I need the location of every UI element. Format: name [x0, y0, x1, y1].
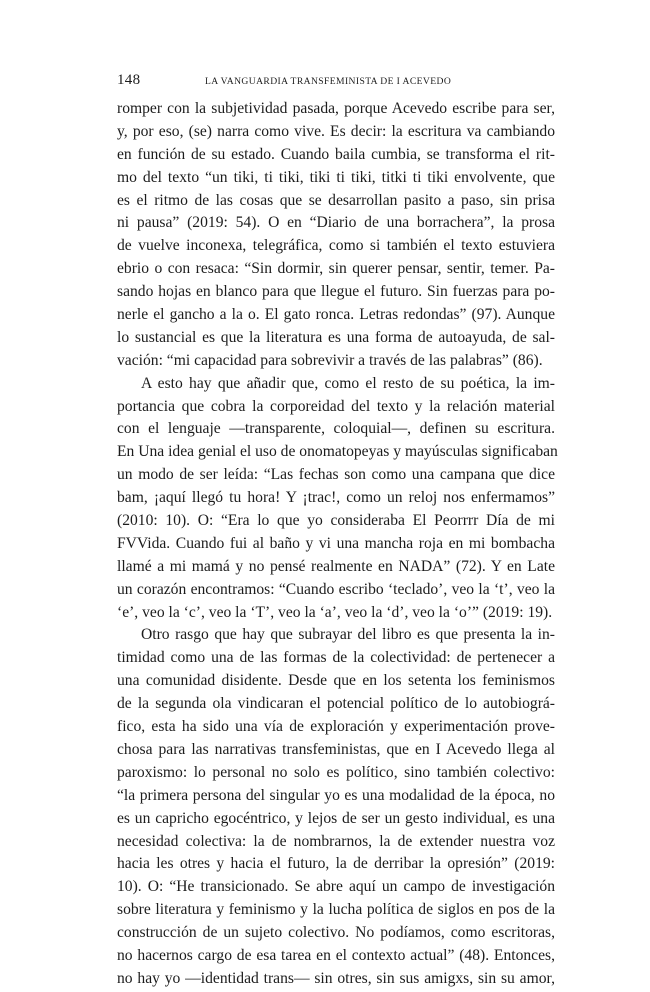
book-page — [117, 70, 558, 991]
text-line: chosa para las narrativas transfeministas, que en I Acevedo llega al — [117, 740, 555, 758]
text-line: A esto hay que añadir que, como el resto de su poética, la im- — [141, 374, 555, 392]
text-line: no hacernos cargo de esa tarea en el contexto actual” (48). Entonces, — [117, 946, 555, 964]
text-line: hacia les otres y hacia el futuro, la de derribar la opresión” (2019: — [117, 855, 555, 873]
text-line: Otro rasgo que hay que subrayar del libro es que presenta la in- — [141, 626, 555, 644]
text-line: “la primera persona del singular yo es una modalidad de la época, no — [117, 786, 555, 804]
text-line: (2010: 10). O: “Era lo que yo consideraba El Peorrrr Día de mi — [117, 512, 555, 530]
text-line: portancia que cobra la corporeidad del texto y la relación material — [117, 397, 555, 415]
text-line: con el lenguaje —transparente, coloquial—, definen su escritura. — [117, 420, 555, 438]
text-line: y, por eso, (se) narra como vive. Es decir: la escritura va cambiando — [117, 122, 555, 140]
text-line: FVVida. Cuando fui al baño y vi una mancha roja en mi bombacha — [117, 534, 555, 552]
text-line: mo del texto “un tiki, ti tiki, tiki ti tiki, titki ti tiki envolvente, que — [117, 168, 555, 186]
running-header — [117, 70, 555, 92]
text-line: de vuelve inconexa, telegráfica, como si también el texto estuviera — [117, 237, 555, 255]
running-title: LA VANGUARDIA TRANSFEMINISTA DE I ACEVEDO — [205, 76, 452, 87]
text-line: 10). O: “He transicionado. Se abre aquí un campo de investigación — [117, 878, 555, 896]
text-line: bam, ¡aquí llegó tu hora! Y ¡trac!, como un reloj nos enfermamos” — [117, 489, 555, 507]
text-line: en función de su estado. Cuando baila cumbia, se transforma el rit- — [117, 145, 555, 163]
page-number: 148 — [117, 72, 141, 88]
body-text — [117, 98, 558, 991]
text-line: llamé a mi mamá y no pensé realmente en NADA” (72). Y en Late — [117, 557, 555, 575]
text-line: vación: “mi capacidad para sobrevivir a través de las palabras” (86). — [117, 351, 543, 369]
text-line: un modo de ser leída: “Las fechas son como una campana que dice — [117, 466, 555, 484]
text-line: ni pausa” (2019: 54). O en “Diario de una borrachera”, la prosa — [117, 214, 555, 232]
text-line: ‘e’, veo la ‘c’, veo la ‘T’, veo la ‘a’, veo la ‘d’, veo la ‘o’” (2019: 19). — [117, 603, 553, 621]
text-line: paroxismo: lo personal no solo es político, sino también colectivo: — [117, 763, 555, 781]
text-line: sando hojas en blanco para que llegue el futuro. Sin fuerzas para po- — [117, 283, 555, 301]
text-line: nerle el gancho a la o. El gato ronca. Letras redondas” (97). Aunque — [117, 306, 555, 324]
text-line: fico, esta ha sido una vía de exploración y experimentación prove- — [117, 718, 555, 736]
text-line: ebrio o con resaca: “Sin dormir, sin querer pensar, sentir, temer. Pa- — [117, 260, 555, 278]
text-line: timidad como una de las formas de la colectividad: de pertenecer a — [117, 649, 555, 667]
text-line: lo sustancial es que la literatura es una forma de autoayuda, de sal- — [117, 328, 555, 346]
text-line: un corazón encontramos: “Cuando escribo ‘teclado’, veo la ‘t’, veo la — [117, 580, 555, 598]
text-line: sobre literatura y feminismo y la lucha política de siglos en pos de la — [117, 901, 555, 919]
text-line: no hay yo —identidad trans— sin otres, sin sus amigxs, sin su amor, — [117, 969, 555, 987]
text-line: una comunidad disidente. Desde que en los setenta los feminismos — [117, 672, 555, 690]
text-line: necesidad colectiva: la de nombrarnos, la de extender nuestra voz — [117, 832, 555, 850]
text-line: es un capricho egocéntrico, y lejos de ser un gesto individual, es una — [117, 809, 555, 827]
text-line: es el ritmo de las cosas que se desarrollan pasito a paso, sin prisa — [117, 191, 555, 209]
text-line: En Una idea genial el uso de onomatopeyas y mayúsculas significaban — [117, 443, 558, 461]
text-line: construcción de un sujeto colectivo. No podíamos, como escritoras, — [117, 924, 555, 942]
text-line: de la segunda ola vindicaran el potencial político de lo autobiográ- — [117, 695, 555, 713]
text-line: romper con la subjetividad pasada, porque Acevedo escribe para ser, — [117, 100, 555, 117]
